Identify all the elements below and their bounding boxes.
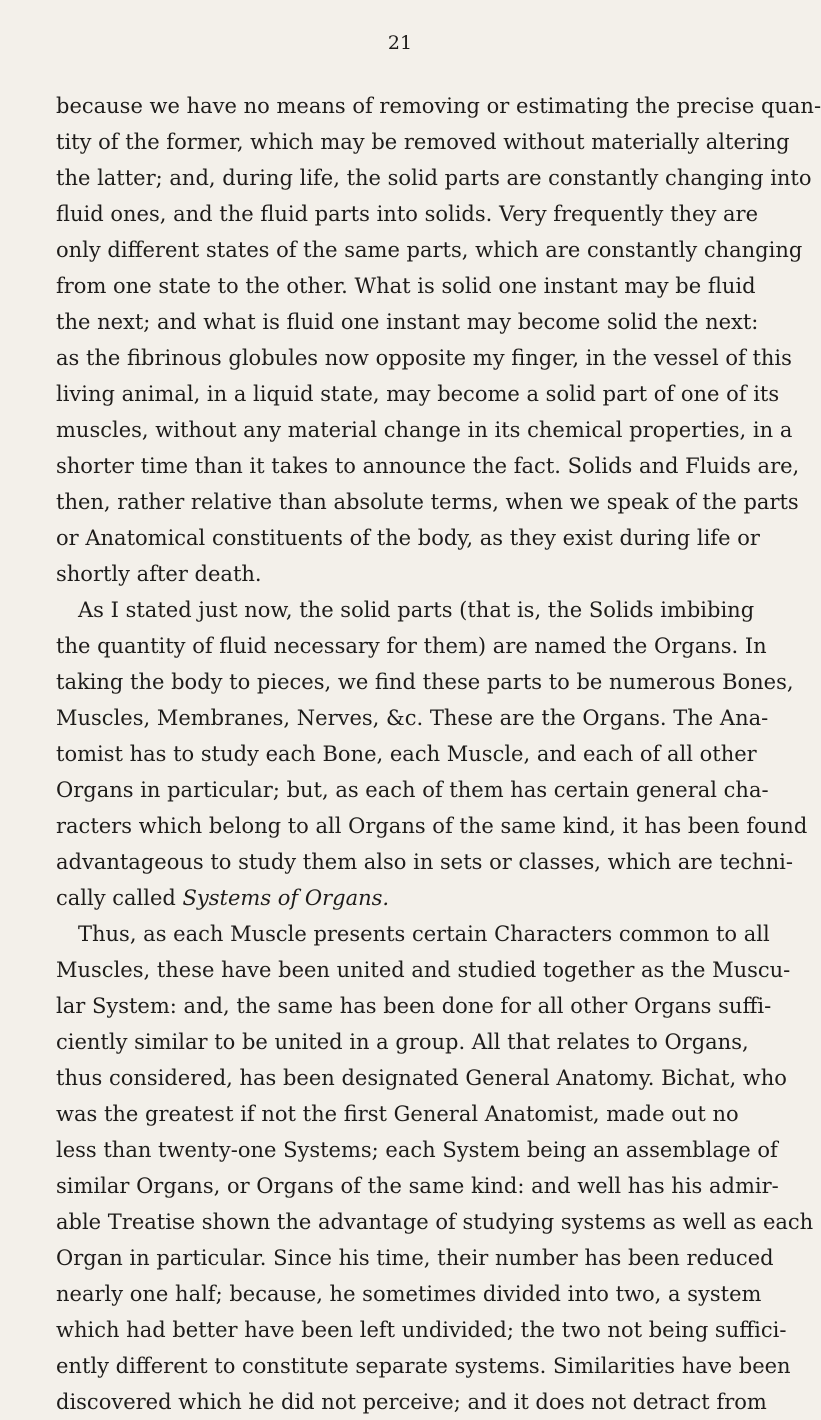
text-line: Muscles, Membranes, Nerves, &c. These are the Organs. The Ana- (56, 706, 769, 730)
text-line: the latter; and, during life, the solid parts are constantly changing into (56, 166, 812, 190)
text-line: lar System: and, the same has been done for all other Organs suffi- (56, 994, 772, 1018)
text-line: racters which belong to all Organs of the same kind, it has been found (56, 814, 808, 838)
text-line: muscles, without any material change in its chemical properties, in a (56, 418, 793, 442)
text-line: tity of the former, which may be removed without materially altering (56, 130, 790, 154)
text-line: nearly one half; because, he sometimes divided into two, a system (56, 1282, 762, 1306)
text-line: ciently similar to be united in a group. All that relates to Organs, (56, 1030, 749, 1054)
text-line: discovered which he did not perceive; and it does not detract from (56, 1390, 767, 1414)
text-line: similar Organs, or Organs of the same kind: and well has his admir- (56, 1174, 779, 1198)
text-line: from one state to the other. What is solid one instant may be fluid (56, 274, 756, 298)
text-line: less than twenty-one Systems; each System being an assemblage of (56, 1138, 778, 1162)
text-line: shortly after death. (56, 562, 262, 586)
text-line: As I stated just now, the solid parts (that is, the Solids imbibing (78, 598, 755, 622)
text-line: taking the body to pieces, we find these parts to be numerous Bones, (56, 670, 794, 694)
text-line: Muscles, these have been united and studied together as the Muscu- (56, 958, 791, 982)
text-line: Organ in particular. Since his time, their number has been reduced (56, 1246, 774, 1270)
text-line: tomist has to study each Bone, each Muscle, and each of all other (56, 742, 757, 766)
text-line: or Anatomical constituents of the body, as they exist during life or (56, 526, 760, 550)
text-line-with-italic: cally called Systems of Organs. (56, 886, 390, 910)
text-line: as the fibrinous globules now opposite my finger, in the vessel of this (56, 346, 792, 370)
text-line: the next; and what is fluid one instant may become solid the next: (56, 310, 759, 334)
text-line: then, rather relative than absolute terms, when we speak of the parts (56, 490, 799, 514)
text-line: only different states of the same parts, which are constantly changing (56, 238, 803, 262)
page-number: 21 (387, 32, 413, 54)
text-line: living animal, in a liquid state, may become a solid part of one of its (56, 382, 780, 406)
text-line: ently different to constitute separate systems. Similarities have been (56, 1354, 791, 1378)
text-line: fluid ones, and the fluid parts into solids. Very frequently they are (56, 202, 759, 226)
text-line: thus considered, has been designated General Anatomy. Bichat, who (56, 1066, 787, 1090)
text-line: the quantity of fluid necessary for them) are named the Organs. In (56, 634, 767, 658)
italic-term: Systems of Organs. (182, 886, 390, 910)
text-line: advantageous to study them also in sets or classes, which are techni- (56, 850, 793, 874)
text-line: which had better have been left undivided; the two not being suffici- (56, 1318, 787, 1342)
text-line: because we have no means of removing or estimating the precise quan- (56, 94, 821, 118)
text-line: Thus, as each Muscle presents certain Characters common to all (78, 922, 770, 946)
text-line: was the greatest if not the first General Anatomist, made out no (56, 1102, 739, 1126)
text-line: able Treatise shown the advantage of studying systems as well as each (56, 1210, 814, 1234)
text-line: shorter time than it takes to announce the fact. Solids and Fluids are, (56, 454, 800, 478)
text-line: Organs in particular; but, as each of them has certain general cha- (56, 778, 769, 802)
